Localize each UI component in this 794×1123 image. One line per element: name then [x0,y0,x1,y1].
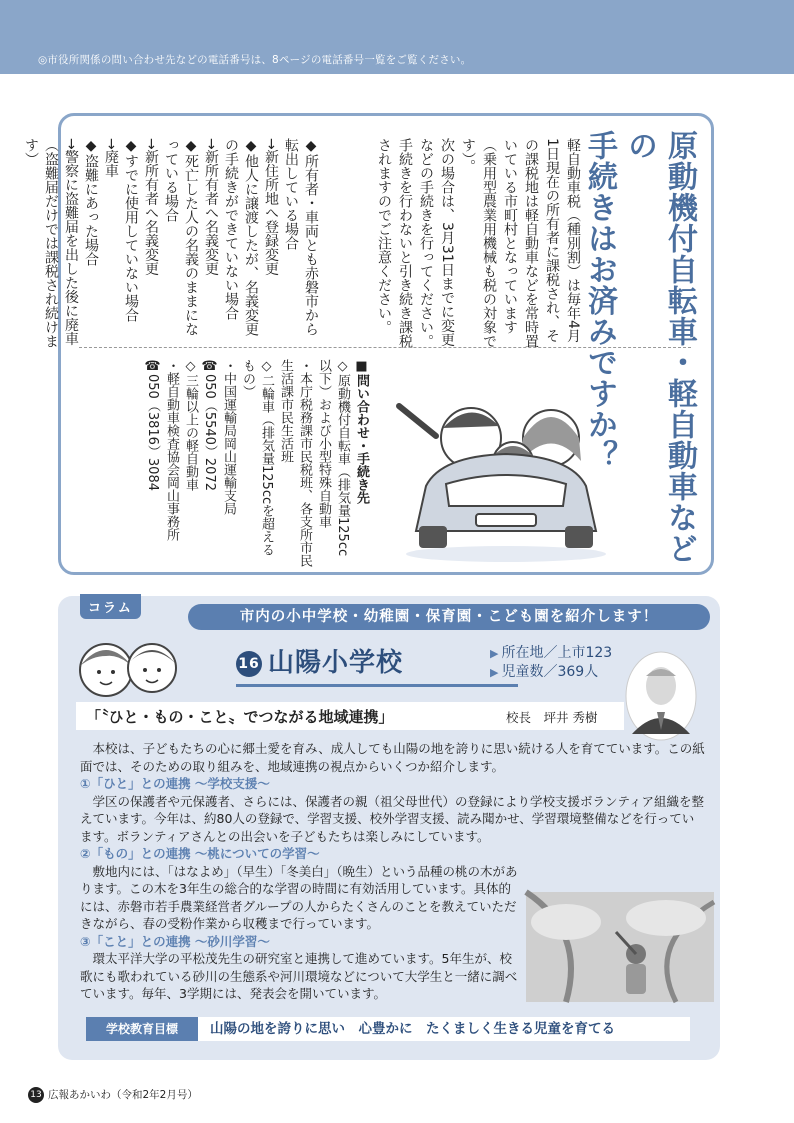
section-text: 学区の保護者や元保護者、さらには、保護者の親（祖父母世代）の登録により学校支援ボランティア組織を整えています。今年は、約80人の登録で、学習支援、校外学習支援、読み聞かせ、学習環境整備などを行っています。ボランティアさんとの出会いを子どもたちは楽しみにしています。 [80,793,705,844]
case-item: ◆所有者・車両とも赤磐市から転出している場合 [283,138,319,336]
section-heading: ③「こと」との連携 〜砂川学習〜 [80,933,270,949]
section-divider [79,347,691,348]
family-car-illustration [391,366,621,566]
triangle-icon: ▶ [490,666,499,679]
contact-line: ◇二輪車（排気量125ccを超えるもの） [240,359,274,557]
feature-number-badge: 16 [236,651,262,677]
contact-line: ◇三輪以上の軽自動車 [183,359,198,491]
contact-line: ・中国運輸局岡山運輸支局 [221,359,236,515]
contact-line: ◇原動機付自転車（排気量125cc以下）および小型特殊自動車 [316,359,350,557]
section-heading: ②「もの」との連携 〜桃についての学習〜 [80,846,320,861]
case-item: →廃車 [103,138,119,178]
school-students: 児童数／369人 [501,664,599,680]
goal-label: 学校教育目標 [86,1017,198,1041]
page-number: 13 [28,1087,44,1103]
case-item: →新住所地へ登録変更 [263,138,279,276]
contact-phone: ☎050（3816）3084 [145,359,160,491]
contact-info [81,359,371,569]
section-text: 環太平洋大学の平松茂先生の研究室と連携して進めています。5年生が、校歌にも歌われている砂川の生態系や河川環境などについて大学生と一緒に調べています。毎年、3学期には、発表会を開いています。 [80,951,518,1001]
column-banner: 市内の小中学校・幼稚園・保育園・こども園を紹介します！ [188,604,710,630]
school-name-underline [236,684,518,687]
article-panel [23,113,714,575]
column-section [58,596,720,1060]
case-item: ◆他人に譲渡したが、名義変更の手続きができていない場合 [223,138,259,336]
case-item: ◆死亡した人の名義のままになっている場合 [163,138,199,336]
school-name: 山陽小学校 [268,648,404,678]
contact-heading: ■問い合わせ・手続き先 [354,359,369,504]
school-meta [490,644,612,682]
case-item: ◆すでに使用していない場合 [123,138,139,322]
contact-phone: ☎050（5540）2072 [202,359,217,491]
principal-name: 校長 坪井 秀樹 [506,710,598,725]
section-heading: ①「ひと」との連携 〜学校支援〜 [80,776,270,791]
article-title-line2: 手続きはお済みですか？ [582,130,617,471]
column-tag: コラム [80,594,141,619]
publication-name: 広報あかいわ（令和2年2月号） [48,1089,198,1101]
article-body-paragraph1: 軽自動車税（種別割）は毎年4月1日現在の所有者に課税され、その課税地は軽自動車などを常時置いている市町村となっています（乗用型農業用機械も税の対象です）。 [460,138,581,348]
case-item: →新所有者へ名義変更 [203,138,219,276]
column-quote: 「〝ひと・もの・こと〟でつながる地域連携」 [86,708,394,726]
peach-orchard-photo [526,892,714,1002]
school-location: 所在地／上市123 [501,645,613,661]
case-item: →警察に盗難届を出した後に廃車（盗難届だけでは課税され続けます） [23,138,79,348]
header-note: ◎市役所関係の問い合わせ先などの電話番号は、8ページの電話番号一覧をご覧ください。 [38,54,472,66]
principal-photo [624,650,698,742]
article-title-line1: 原動機付自転車・軽自動車などの [622,130,697,564]
article-body [373,138,583,348]
page-footer [28,1087,198,1103]
case-item: ◆盗難にあった場合 [83,138,99,266]
article-body-paragraph2: 次の場合は、3月31日までに変更などの手続きを行ってください。手続きを行わないと引き続き課税されますのでご注意ください。 [376,138,455,348]
case-list [21,138,321,348]
goal-text: 山陽の地を誇りに思い 心豊かに たくましく生きる児童を育てる [210,1021,615,1037]
contact-line: ・軽自動車検査協会岡山事務所 [164,359,179,541]
column-intro: 本校は、子どもたちの心に郷土愛を育み、成人しても山陽の地を誇りに思い続ける人を育てています。この紙面では、そのための取り組みを、地域連携の視点からいくつか紹介します。 [80,741,705,774]
contact-line: ・本庁税務課市民税班、各支所市民生活課市民生活班 [278,359,312,567]
section-text: 敷地内には、「はなよめ」（早生）「冬美白」（晩生）という品種の桃の木があります。この木を3年生の総合的な学習の時間に有効活用しています。具体的には、赤磐市若手農業経営者グループの人からたくさんのことを教えていただきながら、春の受粉作業から収穫まで行っています。 [80,863,518,931]
case-item: →新所有者へ名義変更 [143,138,159,276]
school-name-heading [236,644,486,682]
triangle-icon: ▶ [490,647,499,660]
